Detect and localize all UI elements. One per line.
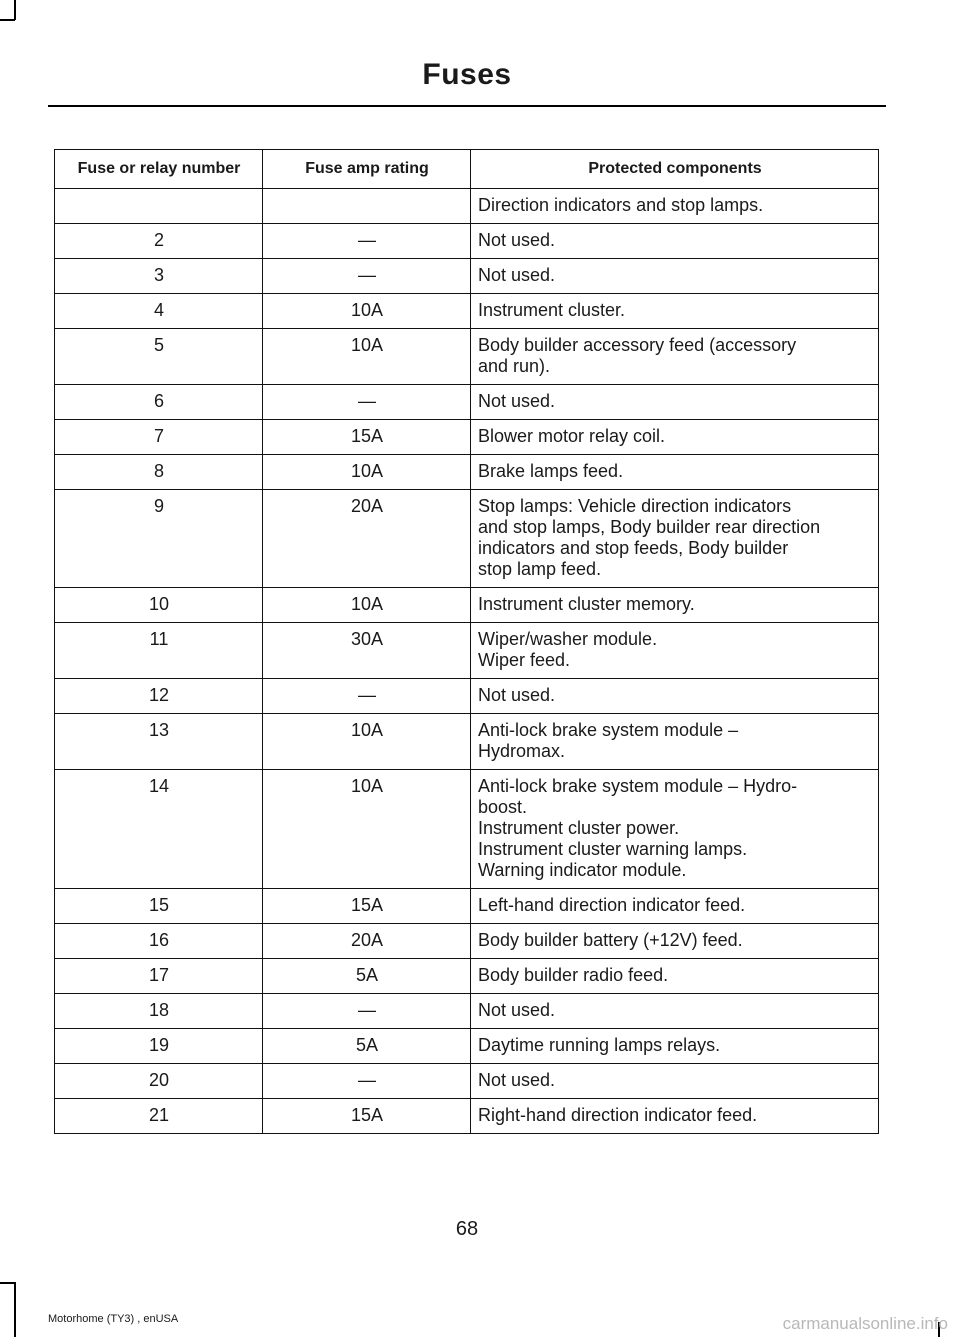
title-divider	[48, 105, 886, 107]
table-row	[55, 588, 879, 623]
protected-components-cell: Direction indicators and stop lamps.	[471, 189, 879, 224]
amp-rating-cell: 10A	[263, 770, 471, 889]
crop-mark-top-left	[14, 0, 16, 20]
table-row	[55, 455, 879, 490]
fuse-number-cell: 19	[55, 1029, 263, 1064]
protected-components-cell: Body builder battery (+12V) feed.	[471, 924, 879, 959]
fuse-number-cell: 14	[55, 770, 263, 889]
fuse-number-cell: 2	[55, 224, 263, 259]
table-row	[55, 994, 879, 1029]
protected-components-cell: Not used.	[471, 679, 879, 714]
table-row	[55, 889, 879, 924]
table-row	[55, 224, 879, 259]
fuse-number-cell: 16	[55, 924, 263, 959]
table-row	[55, 1099, 879, 1134]
fuse-number-cell: 11	[55, 623, 263, 679]
protected-components-cell: Instrument cluster.	[471, 294, 879, 329]
table-row	[55, 623, 879, 679]
header-protected-components: Protected components	[471, 150, 879, 189]
header-fuse-number: Fuse or relay number	[55, 150, 263, 189]
protected-components-cell: Body builder radio feed.	[471, 959, 879, 994]
crop-mark-bottom-left-h	[0, 1282, 15, 1284]
fuse-number-cell: 6	[55, 385, 263, 420]
amp-rating-cell: 20A	[263, 924, 471, 959]
protected-components-cell: Daytime running lamps relays.	[471, 1029, 879, 1064]
table-row	[55, 294, 879, 329]
header-amp-rating: Fuse amp rating	[263, 150, 471, 189]
amp-rating-cell: 15A	[263, 1099, 471, 1134]
amp-rating-cell: —	[263, 994, 471, 1029]
fuse-number-cell: 4	[55, 294, 263, 329]
amp-rating-cell: —	[263, 1064, 471, 1099]
watermark: carmanualsonline.info	[782, 1314, 948, 1333]
protected-components-cell: Not used.	[471, 259, 879, 294]
amp-rating-cell: —	[263, 224, 471, 259]
fuse-number-cell: 8	[55, 455, 263, 490]
protected-components-cell: Not used.	[471, 1064, 879, 1099]
protected-components-cell: Instrument cluster memory.	[471, 588, 879, 623]
table-row	[55, 924, 879, 959]
fuse-number-cell: 17	[55, 959, 263, 994]
amp-rating-cell: —	[263, 259, 471, 294]
fuse-number-cell: 5	[55, 329, 263, 385]
page-number: 68	[455, 1218, 479, 1240]
amp-rating-cell: 30A	[263, 623, 471, 679]
fuse-number-cell	[55, 189, 263, 224]
protected-components-cell: Not used.	[471, 224, 879, 259]
amp-rating-cell	[263, 189, 471, 224]
protected-components-cell: Body builder accessory feed (accessory and run).	[471, 329, 879, 385]
protected-components-cell: Wiper/washer module. Wiper feed.	[471, 623, 879, 679]
protected-components-cell: Left-hand direction indicator feed.	[471, 889, 879, 924]
fuse-number-cell: 12	[55, 679, 263, 714]
table-body	[55, 189, 879, 1134]
amp-rating-cell: 10A	[263, 294, 471, 329]
table-row	[55, 1029, 879, 1064]
protected-components-cell: Anti-lock brake system module – Hydro- boost. Instrument cluster power. Instrument cluster warning lamps. Warning indicator module.	[471, 770, 879, 889]
protected-components-cell: Right-hand direction indicator feed.	[471, 1099, 879, 1134]
crop-mark-top-left-h	[0, 19, 15, 21]
amp-rating-cell: 20A	[263, 490, 471, 588]
amp-rating-cell: —	[263, 385, 471, 420]
fuse-number-cell: 13	[55, 714, 263, 770]
page-title: Fuses	[422, 58, 512, 91]
table-row	[55, 490, 879, 588]
protected-components-cell: Not used.	[471, 385, 879, 420]
protected-components-cell: Brake lamps feed.	[471, 455, 879, 490]
amp-rating-cell: 5A	[263, 1029, 471, 1064]
fuse-number-cell: 10	[55, 588, 263, 623]
crop-mark-bottom-left	[14, 1282, 16, 1337]
table-row	[55, 259, 879, 294]
amp-rating-cell: 5A	[263, 959, 471, 994]
table-row	[55, 714, 879, 770]
footer-model: Motorhome (TY3) , enUSA	[48, 1313, 179, 1325]
fuse-number-cell: 3	[55, 259, 263, 294]
table-row	[55, 1064, 879, 1099]
protected-components-cell: Stop lamps: Vehicle direction indicators and stop lamps, Body builder rear direction indicators and stop feeds, Body builder stop lamp feed.	[471, 490, 879, 588]
fuse-number-cell: 7	[55, 420, 263, 455]
table-row	[55, 959, 879, 994]
table-row	[55, 189, 879, 224]
table-row	[55, 420, 879, 455]
fuse-number-cell: 9	[55, 490, 263, 588]
amp-rating-cell: 10A	[263, 588, 471, 623]
fuse-number-cell: 15	[55, 889, 263, 924]
table-header-row	[55, 150, 879, 189]
protected-components-cell: Blower motor relay coil.	[471, 420, 879, 455]
amp-rating-cell: 10A	[263, 714, 471, 770]
fuse-table	[54, 149, 879, 1134]
amp-rating-cell: 15A	[263, 420, 471, 455]
amp-rating-cell: 10A	[263, 329, 471, 385]
fuse-number-cell: 18	[55, 994, 263, 1029]
fuse-number-cell: 21	[55, 1099, 263, 1134]
amp-rating-cell: —	[263, 679, 471, 714]
table-row	[55, 679, 879, 714]
protected-components-cell: Not used.	[471, 994, 879, 1029]
fuse-number-cell: 20	[55, 1064, 263, 1099]
table-row	[55, 385, 879, 420]
table-row	[55, 770, 879, 889]
amp-rating-cell: 15A	[263, 889, 471, 924]
protected-components-cell: Anti-lock brake system module – Hydromax.	[471, 714, 879, 770]
table-row	[55, 329, 879, 385]
amp-rating-cell: 10A	[263, 455, 471, 490]
